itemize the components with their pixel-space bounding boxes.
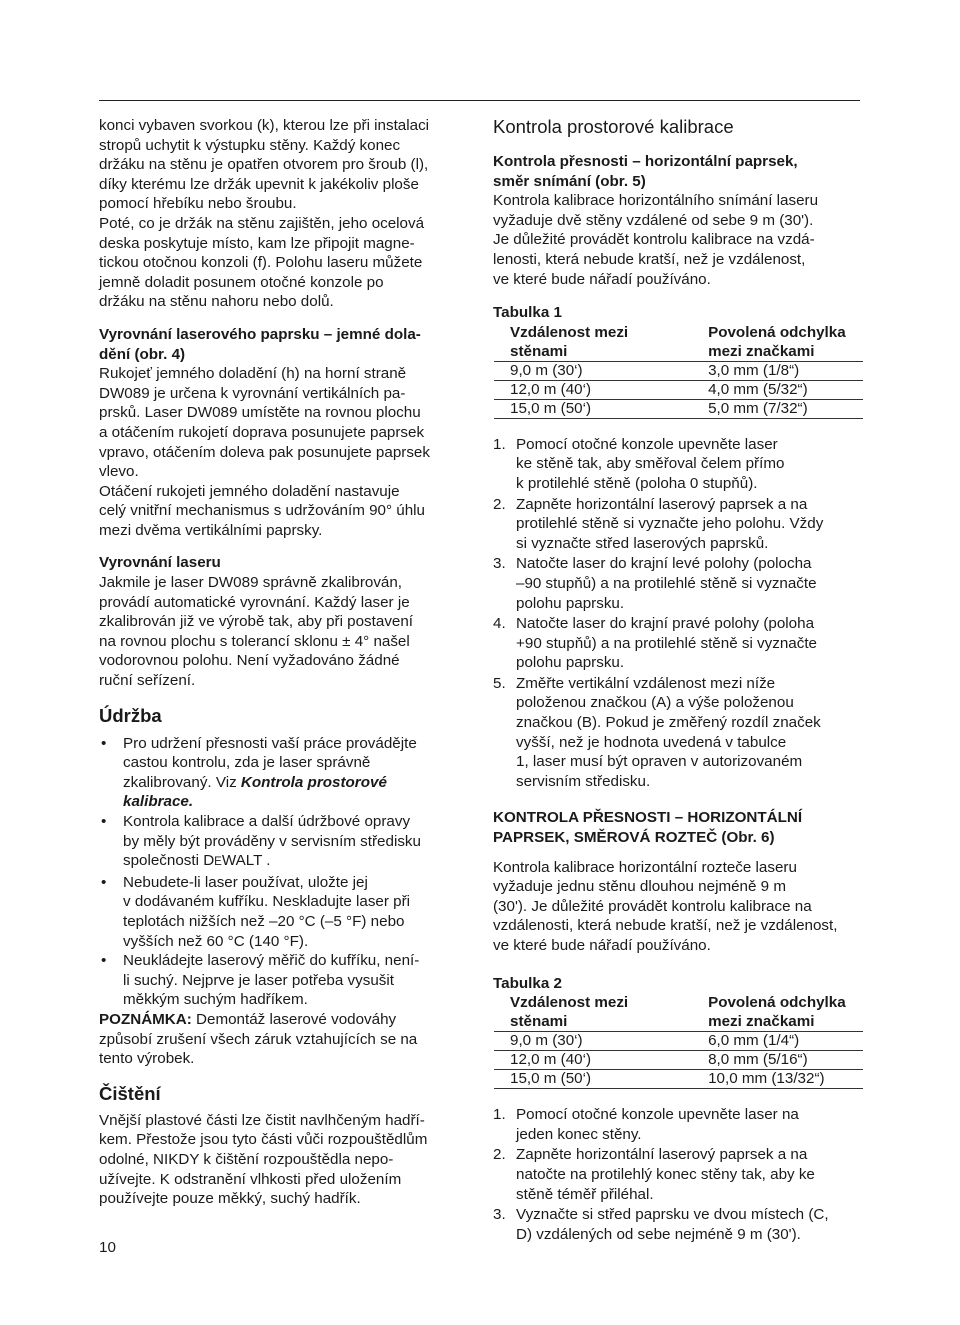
header-rule [99,100,860,101]
steps1-list [493,435,863,792]
maintenance-title: Údržba [99,704,162,726]
left-para-2: Poté, co je držák na stěnu zajištěn, jeho ocelová deska poskytuje místo, kam lze připojit magne- tickou otočnou konzoli (f). Polohu laseru můžete jemně doladit posunem otočné konzole po držáku na stěnu nahoru nebo dolů. [99,214,425,311]
note-label: POZNÁMKA: [99,1010,192,1028]
table-row: 15,0 m (50‘) 5,0 mm (7/32“) [494,399,863,418]
table1-title: Tabulka 1 [493,304,562,322]
sub1-heading: Kontrola přesnosti – horizontální paprsek, směr snímání (obr. 5) [493,153,798,190]
calibration-link[interactable]: Kontrola prostorové kalibrace. [123,773,387,811]
list-item: 3. Natočte laser do krajní levé polohy (polocha –90 stupňů) a na protilehlé stěně si vyznačte polohu paprsku. [493,555,817,612]
sub1-para: Kontrola kalibrace horizontálního snímání laseru vyžaduje dvě stěny vzdálené od sebe 9 m (30'). Je důležité provádět kontrolu kalibrace na vzdá- lenosti, která nebude kratší, než je vzdálenost, ve které bude nářadí používáno. [493,192,819,288]
table1-col2: Povolená odchylka mezi značkami [708,323,846,360]
calibration-title: Kontrola prostorové kalibrace [493,116,734,137]
page-number: 10 [99,1239,116,1256]
cleaning-title: Čištění [99,1082,161,1104]
sub2-para: Kontrola kalibrace horizontální rozteče laseru vyžaduje jednu stěnu dlouhou nejméně 9 m (30'). Je důležité provádět kontrolu kalibrace na vzdálenosti, která nebude kratší, než je vzdálenost, ve které bude nářadí používáno. [493,858,838,954]
leveling-para: Jakmile je laser DW089 správně zkalibrován, provádí automatické vyrovnání. Každý laser je zkalibrován již ve výrobě tak, aby při postavení na rovnou plochu s tolerancí sklonu ± 4° našel vodorovnou polohu. Není vyžadováno žádné ruční seřízení. [99,574,414,690]
note: POZNÁMKA: Demontáž laserové vodováhy způsobí zrušení všech záruk vztahujících se na tento výrobek. [99,1010,418,1068]
list-item: 1. Pomocí otočné konzole upevněte laser na jeden konec stěny. [493,1106,799,1143]
table2-col2: Povolená odchylka mezi značkami [708,994,846,1031]
list-item: 5. Změřte vertikální vzdálenost mezi níže položenou značkou (A) a výše položenou značkou (B). Pokud je změřený rozdíl značek vyšší, než je hodnota uvedená v tabulce 1, laser musí být opraven v autorizovaném servisním středisku. [493,674,821,790]
cleaning-para: Vnější plastové části lze čistit navlhčeným hadří- kem. Přestože jsou tyto části vůči rozpouštědlům odolné, NIKDY k čištění rozpouštědla nepo- užívejte. K odstranění vlhkosti před uložením používejte pouze měkký, suchý hadřík. [99,1111,428,1208]
list-item: 2. Zapněte horizontální laserový paprsek a na protilehlé stěně si vyznačte jeho polohu. Vždy si vyznačte střed laserových paprsků. [493,495,824,552]
table2 [494,993,863,1089]
list-item: 2. Zapněte horizontální laserový paprsek a na natočte na protilehlý konec stěny tak, aby ke stěně téměř přiléhal. [493,1146,815,1203]
list-item: • Neukládejte laserový měřič do kufříku, není- li suchý. Nejprve je laser potřeba vysušit měkkým suchým hadříkem. [101,952,420,1009]
fine-adjust-para-1: Rukojeť jemného doladění (h) na horní straně DW089 je určena k vyrovnání vertikálních pa- prsků. Laser DW089 umístěte na rovnou plochu a otáčením rukojetí doprava posunujete paprsek vpravo, otáčením doleva pak posunujete paprsek vlevo. [99,365,430,481]
table2-title: Tabulka 2 [493,974,562,992]
list-item: • Nebudete-li laser používat, uložte jej v dodávaném kufříku. Neskladujte laser při teplotách nižších než –20 °C (–5 °F) nebo vyšších než 60 °C (140 °F). [101,873,411,950]
table-row: 12,0 m (40‘) 8,0 mm (5/16“) [494,1051,863,1070]
table1-col1: Vzdálenost mezi stěnami [510,323,629,360]
table-row: 15,0 m (50‘) 10,0 mm (13/32“) [494,1070,863,1089]
table-row: 9,0 m (30‘) 6,0 mm (1/4“) [494,1032,863,1051]
sub2-heading: KONTROLA PŘESNOSTI – HORIZONTÁLNÍ PAPRSEK, SMĚROVÁ ROZTEČ (Obr. 6) [493,809,803,847]
list-item: 4. Natočte laser do krajní pravé polohy (poloha +90 stupňů) a na protilehlé stěně si vyznačte polohu paprsku. [493,615,817,672]
left-para-1: konci vybaven svorkou (k), kterou lze při instalaci stropů uchytit k výstupku stěny. Každý konec držáku na stěnu je opatřen otvorem pro šroub (l), díky kterému lze držák upevnit k jakékoliv ploše pomocí hřebíku nebo šroubu. [99,117,430,213]
table-row: 12,0 m (40‘) 4,0 mm (5/32“) [494,380,863,399]
list-item: 3. Vyznačte si střed paprsku ve dvou místech (C, D) vzdálených od sebe nejméně 9 m (30'). [493,1206,829,1243]
list-item: • Pro udržení přesnosti vaší práce provádějte castou kontrolu, zda je laser správně zkalibrovaný. Viz Kontrola prostorové kalibrace. [101,734,417,811]
list-item: • Kontrola kalibrace a další údržbové opravy by měly být prováděny v servisním středisku společnosti DEWALT . [101,813,421,870]
leveling-heading: Vyrovnání laseru [99,554,221,572]
maintenance-list [99,734,471,1010]
table1 [494,323,863,419]
table2-col1: Vzdálenost mezi stěnami [510,994,629,1031]
right-column [493,116,863,1245]
left-column [99,116,471,1209]
fine-adjust-para-2: Otáčení rukojeti jemného doladění nastavuje celý vnitřní mechanismus s udržováním 90° úhlu mezi dvěma vertikálními paprsky. [99,482,425,539]
table-row: 9,0 m (30‘) 3,0 mm (1/8“) [494,361,863,380]
fine-adjust-heading: Vyrovnání laserového paprsku – jemné dola- dění (obr. 4) [99,325,421,363]
list-item: 1. Pomocí otočné konzole upevněte laser ke stěně tak, aby směřoval čelem přímo k protilehlé stěně (poloha 0 stupňů). [493,435,785,492]
steps2-list [493,1105,863,1244]
